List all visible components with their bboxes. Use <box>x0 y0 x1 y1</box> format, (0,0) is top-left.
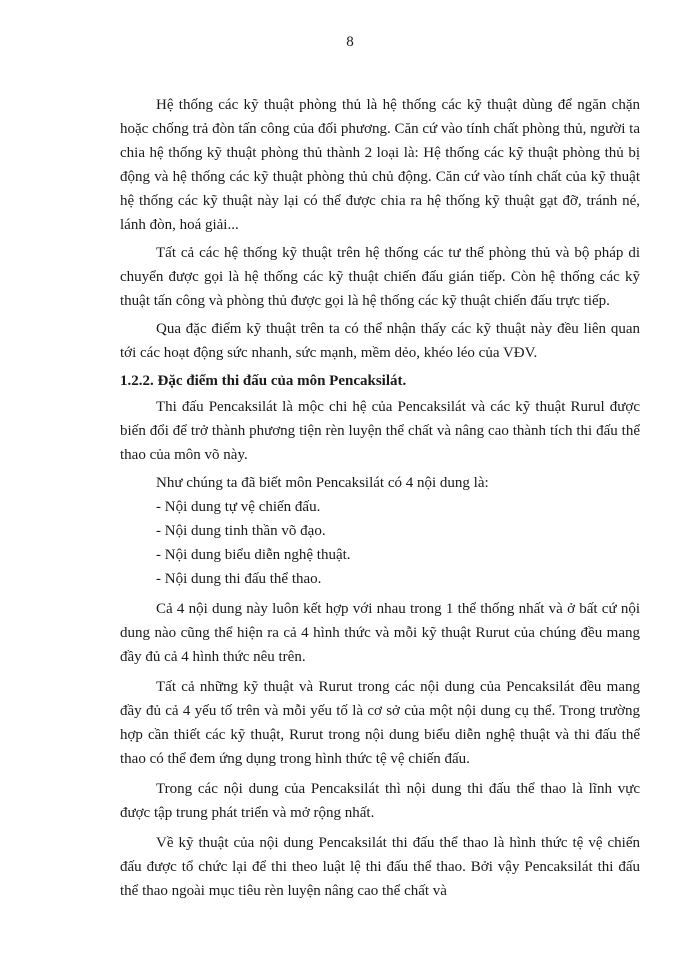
list-lead: Như chúng ta đã biết môn Pencaksilát có 4 nội dung là: <box>156 475 489 491</box>
section-heading: 1.2.2. Đặc điểm thi đấu của môn Pencaksilát. <box>120 373 407 389</box>
content-list <box>120 495 640 591</box>
paragraph-competition-intro: Thi đấu Pencaksilát là mộc chi hệ của Pencaksilát và các kỹ thuật Rurul được biến đổi để trở thành phương tiện rèn luyện thể chất và nâng cao thành tích thi đấu thể thao của môn võ này. <box>120 399 640 463</box>
page-number: 8 <box>346 34 354 50</box>
paragraph-sport-focus: Trong các nội dung của Pencaksilát thì nội dung thi đấu thể thao là lĩnh vực được tập trung phát triển và mở rộng nhất. <box>120 781 640 821</box>
list-item: - Nội dung biểu diễn nghệ thuật. <box>156 547 351 563</box>
list-item: - Nội dung tự vệ chiến đấu. <box>156 499 321 515</box>
paragraph-indirect-combat: Tất cả các hệ thống kỹ thuật trên hệ thống các tư thế phòng thủ và bộ pháp di chuyển được gọi là hệ thống các kỹ thuật chiến đấu gián tiếp. Còn hệ thống các kỹ thuật tấn công và phòng thủ được gọi là hệ thống các kỹ thuật chiến đấu trực tiếp. <box>120 245 640 309</box>
paragraph-defense-systems: Hệ thống các kỹ thuật phòng thủ là hệ thống các kỹ thuật dùng để ngăn chặn hoặc chống trả đòn tấn công của đối phương. Căn cứ vào tính chất phòng thủ, người ta chia hệ thống kỹ thuật phòng thủ thành 2 loại là: Hệ thống các kỹ thuật phòng thủ bị động và hệ thống các kỹ thuật phòng thủ chủ động. Căn cứ vào tính chất của kỹ thuật hệ thống các kỹ thuật này lại có thể được chia ra hệ thống kỹ thuật gạt đỡ, tránh né, lánh đòn, hoá giải... <box>120 97 640 233</box>
paragraph-four-forms: Cả 4 nội dung này luôn kết hợp với nhau trong 1 thể thống nhất và ở bất cứ nội dung nào cũng thể hiện ra cả 4 hình thức và mỗi kỹ thuật Rurut của chúng đều mang đầy đủ cả 4 hình thức nêu trên. <box>120 601 640 665</box>
paragraph-sport-technique: Về kỹ thuật của nội dung Pencaksilát thi đấu thể thao là hình thức tệ vệ chiến đấu được tổ chức lại để thi theo luật lệ thi đấu thể thao. Bởi vậy Pencaksilát thi đấu thể thao ngoài mục tiêu rèn luyện nâng cao thể chất và <box>120 835 640 899</box>
document-body <box>120 93 640 907</box>
paragraph-physical-qualities: Qua đặc điểm kỹ thuật trên ta có thể nhận thấy các kỹ thuật này đều liên quan tới các hoạt động sức nhanh, sức mạnh, mềm dẻo, khéo léo của VĐV. <box>120 321 640 361</box>
list-item: - Nội dung thi đấu thể thao. <box>156 571 322 587</box>
paragraph-four-elements: Tất cả những kỹ thuật và Rurut trong các nội dung của Pencaksilát đều mang đầy đủ cả 4 yếu tố trên và mỗi yếu tố là cơ sở của một nội dung cụ thể. Trong trường hợp cần thiết các kỹ thuật, Rurut trong nội dung biểu diễn nghệ thuật và thi đấu thể thao có thể đem ứng dụng trong hình thức tệ vệ chiến đấu. <box>120 679 640 767</box>
list-item: - Nội dung tinh thần võ đạo. <box>156 523 326 539</box>
